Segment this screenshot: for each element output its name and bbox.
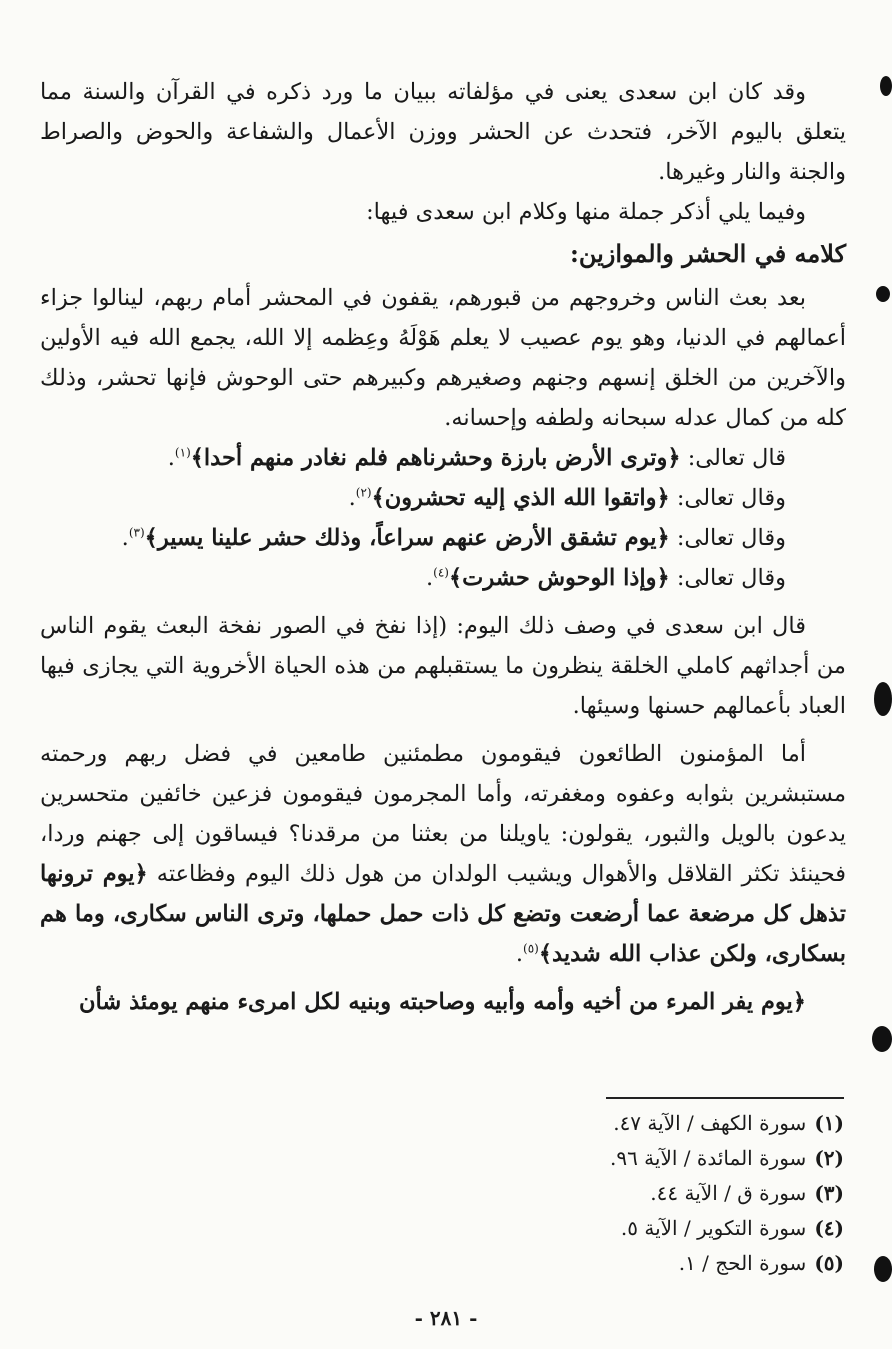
- footnote-item: [244, 1246, 844, 1281]
- footnote-divider: [606, 1097, 844, 1099]
- footnote-number: (١): [814, 1111, 844, 1135]
- footnote-ref: (٣): [128, 525, 145, 540]
- verse-end: .: [348, 485, 356, 511]
- page-number: - ٢٨١ -: [414, 1306, 478, 1330]
- verse-text: ﴿وترى الأرض بارزة وحشرناهم فلم نغادر منهم أحدا﴾: [190, 445, 681, 471]
- footnote-number: (٣): [814, 1181, 844, 1205]
- scan-mark: [876, 286, 890, 302]
- scan-mark: [880, 76, 892, 96]
- footnote-text: سورة التكوير / الآية ٥.: [620, 1216, 807, 1240]
- footnote-text: سورة الحج / ١.: [678, 1251, 807, 1275]
- verse-intro: قال تعالى:: [680, 445, 786, 471]
- quote-paragraph-2: [40, 734, 846, 974]
- verse-item: [40, 438, 846, 478]
- footnote-number: (٤): [814, 1216, 844, 1240]
- verse-intro: وقال تعالى:: [669, 565, 786, 591]
- verse-intro: وقال تعالى:: [669, 485, 786, 511]
- verse-text: ﴿يوم ترونها تذهل كل مرضعة عما أرضعت وتضع كل ذات حمل حملها، وترى الناس سكارى، وما هم بسكارى، ولكن عذاب الله شديد﴾: [40, 861, 846, 967]
- verse-text: ﴿وإذا الوحوش حشرت﴾: [448, 565, 670, 591]
- footnote-number: (٥): [814, 1251, 844, 1275]
- footnote-text: سورة الكهف / الآية ٤٧.: [613, 1111, 807, 1135]
- scan-mark: [874, 1256, 892, 1282]
- verse-end: .: [167, 445, 175, 471]
- footnote-item: [244, 1106, 844, 1141]
- intro-paragraph-2: وفيما يلي أذكر جملة منها وكلام ابن سعدى فيها:: [366, 199, 806, 225]
- footnote-ref: (٥): [523, 941, 539, 956]
- verse-item: [40, 478, 846, 518]
- footnote-item: [244, 1211, 844, 1246]
- quote-text: أما المؤمنون الطائعون فيقومون مطمئنين طامعين في فضل ربهم ورحمته مستبشرين بثوابه وعفوه ومغفرته، وأما المجرمون فيقومون فزعين خائفين متحسرين يدعون بالويل والثبور، يقولون: ياويلنا من بعثنا من مرقدنا؟ فيساقون إلى جهنم وردا، فحينئذ تكثر القلاقل والأهوال ويشيب الولدان من هول ذلك اليوم وفظاعته: [40, 741, 846, 887]
- footnote-ref: (٢): [355, 485, 372, 500]
- footnote-number: (٢): [814, 1146, 844, 1170]
- verse-end: .: [425, 565, 434, 591]
- footnotes: [244, 1106, 844, 1281]
- body-paragraph: بعد بعث الناس وخروجهم من قبورهم، يقفون في المحشر أمام ربهم، لينالوا جزاء أعمالهم في الدنيا، وهو يوم عصيب لا يعلم هَوْلَهُ وعِظمه إلا الله، يجمع الله فيه الأولين والآخرين من الخلق إنسهم وجنهم وصغيرهم وكبيرهم حتى الوحوش فإنها تحشر، وذلك كله من كمال عدله سبحانه ولطفه وإحسانه.: [40, 285, 846, 431]
- footnote-item: [244, 1141, 844, 1176]
- verse-list: [40, 438, 846, 598]
- footnote-item: [244, 1176, 844, 1211]
- section-heading: كلامه في الحشر والموازين:: [569, 239, 846, 268]
- quote-paragraph: قال ابن سعدى في وصف ذلك اليوم: (إذا نفخ في الصور نفخة البعث يقوم الناس من أجداثهم كاملي الخلقة ينظرون ما يستقبلهم من هذه الحياة الأخروية التي يجازى فيها العباد بأعمالهم حسنها وسيئها.: [40, 613, 846, 719]
- scan-mark: [874, 682, 892, 716]
- verse-paragraph: ﴿يوم يفر المرء من أخيه وأمه وأبيه وصاحبته وبنيه لكل امرىء منهم يومئذ شأن: [79, 989, 806, 1015]
- verse-text: ﴿واتقوا الله الذي إليه تحشرون﴾: [371, 485, 670, 511]
- footnote-text: سورة ق / الآية ٤٤.: [650, 1181, 807, 1205]
- footnote-ref: (١): [174, 445, 191, 460]
- footnote-ref: (٤): [433, 565, 449, 580]
- intro-paragraph: وقد كان ابن سعدى يعنى في مؤلفاته ببيان ما ورد ذكره في القرآن والسنة مما يتعلق باليوم الآخر، فتحدث عن الحشر ووزن الأعمال والشفاعة والحوض والصراط والجنة والنار وغيرها.: [40, 79, 846, 185]
- scan-mark: [872, 1026, 892, 1052]
- page-body: [40, 72, 846, 1022]
- verse-item: [40, 558, 846, 598]
- verse-end: .: [515, 941, 523, 967]
- verse-end: .: [121, 525, 129, 551]
- verse-item: [40, 518, 846, 558]
- verse-text: ﴿يوم تشقق الأرض عنهم سراعاً، وذلك حشر علينا يسير﴾: [144, 525, 670, 551]
- verse-intro: وقال تعالى:: [669, 525, 786, 551]
- footnote-text: سورة المائدة / الآية ٩٦.: [609, 1146, 807, 1170]
